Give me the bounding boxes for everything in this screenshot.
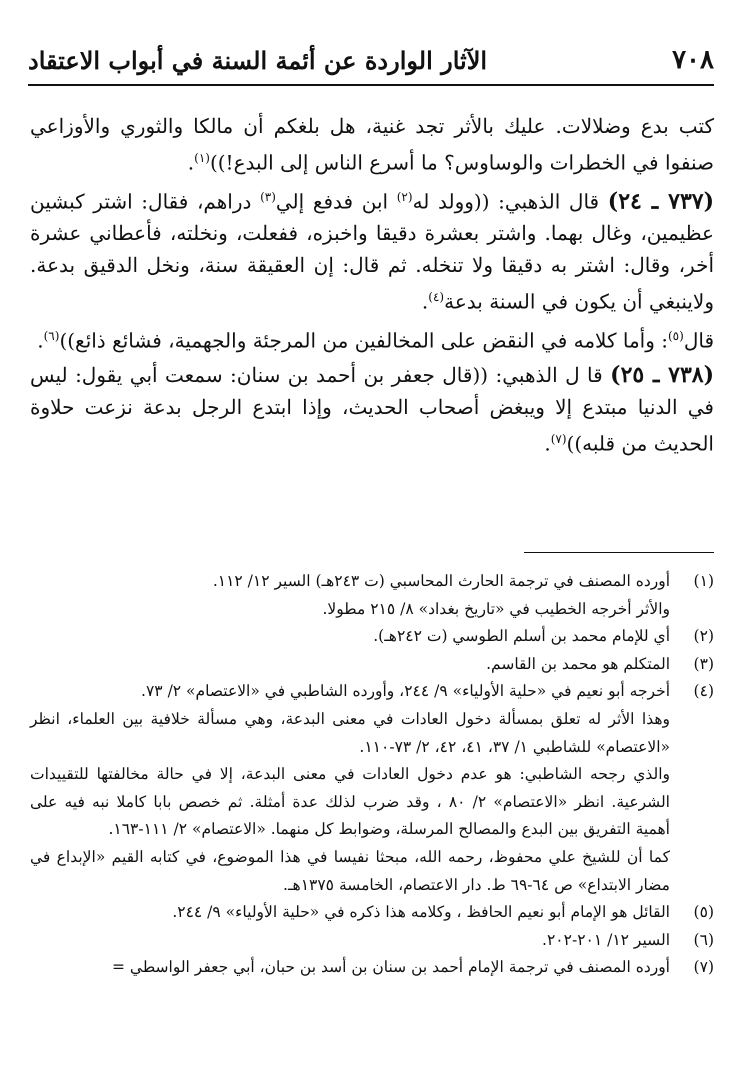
paragraph-2-text-a: قال الذهبي: ((وولد له [412, 189, 600, 214]
paragraph-3-text-b: : وأما كلامه في النقض على المخالفين من المرجئة والجهمية، فشائع ذائع)) [59, 328, 668, 353]
footnote-6 [30, 927, 714, 955]
paragraph-3-text-a: قال [683, 328, 714, 353]
footnote-mark: (٢) [693, 627, 714, 646]
athar-number-737: (٧٣٧ ـ ٢٤) [607, 188, 715, 215]
footnote-mark: (٦) [693, 930, 714, 949]
header-rule [28, 84, 714, 86]
paragraph-4-text: قا ل الذهبي: ((قال جعفر بن أحمد بن سنان: سمعت أبي يقول: ليس في الدنيا مبتدع إلا ويبغض أصحاب الحديث، وإذا ابتدع الرجل بدعة نزعت حلاوة الحديث من قلبه)) [30, 362, 714, 456]
paragraph-1-text: كتب بدع وضلالات. عليك بالأثر تجد غنية، هل بلغكم أن مالكا والثوري والأوزاعي صنفوا في الخطرات والوساوس؟ ما أسرع الناس إلى البدع!)) [30, 114, 714, 175]
paragraph-4: (٧٣٨ ـ ٢٥) قا ل الذهبي: ((قال جعفر بن أحمد بن سنان: سمعت أبي يقول: ليس في الدنيا مبتدع إلا ويبغض أصحاب الحديث، وإذا ابتدع الرجل بدعة نزعت حلاوة الحديث من قلبه))$^{(٧)}$. [30, 361, 714, 456]
footnote-text: القائل هو الإمام أبو نعيم الحافظ ، وكلامه هذا ذكره في «حلية الأولياء» ٩/ ٢٤٤. [172, 903, 670, 922]
footnote-3 [30, 651, 714, 679]
footnote-ref-2: (٢) [396, 189, 413, 204]
footnote-4-paragraph-c: والذي رجحه الشاطبي: هو عدم دخول العادات في معنى البدعة، إلا في حالة مخالفتها للتقييدات الشرعية. انظر «الاعتصام» ٢/ ٨٠ ، وقد ضرب لذلك عدة أمثلة. ثم خصص بابا كاملا نبه فيه على أهمية التفريق بين البدع والمصالح المرسلة، وضوابط كل منهما. «الاعتصام» ٢/ ١١١-١٦٣. [30, 765, 670, 839]
page-number: ٧٠٨ [672, 45, 714, 75]
footnote-text: أورده المصنف في ترجمة الحارث المحاسبي (ت ٢٤٣هـ) السير ١٢/ ١١٢. [212, 572, 670, 590]
footnote-7 [30, 954, 714, 982]
footnote-4-paragraph-b: وهذا الأثر له تعلق بمسألة دخول العادات في معنى البدعة، وهي مسألة خلافية بين العلماء، انظر «الاعتصام» للشاطبي ١/ ٣٧، ٤١، ٤٢، ٢/ ٧٣-١١٠. [30, 709, 670, 756]
footnote-ref-5: (٥) [667, 328, 684, 343]
paragraph-1: كتب بدع وضلالات. عليك بالأثر تجد غنية، هل بلغكم أن مالكا والثوري والأوزاعي صنفوا في الخطرات والوساوس؟ ما أسرع الناس إلى البدع!))$^{(١)}$. [30, 114, 714, 175]
footnote-4 [30, 678, 714, 706]
footnotes [30, 568, 714, 982]
athar-number-738: (٧٣٨ ـ ٢٥) [610, 361, 714, 388]
footnote-4-paragraph-d: كما أن للشيخ علي محفوظ، رحمه الله، مبحثا نفيسا في هذا الموضوع، في كتابه القيم «الإبداع في مضار الابتداع» ص ٦٤-٦٩ ط. دار الاعتصام، الخامسة ١٣٧٥هـ. [30, 847, 670, 894]
footnote-mark: (١) [693, 572, 714, 590]
footnote-mark: (٤) [693, 682, 714, 701]
footnote-text: أخرجه أبو نعيم في «حلية الأولياء» ٩/ ٢٤٤، وأورده الشاطبي في «الاعتصام» ٢/ ٧٣. [141, 682, 670, 701]
footnote-mark: (٧) [693, 958, 714, 977]
footnote-ref-3: (٣) [260, 189, 276, 204]
footnote-2 [30, 623, 714, 651]
footnote-1-continuation: والأثر أخرجه الخطيب في «تاريخ بغداد» ٨/ ٢١٥ مطولا. [322, 599, 670, 618]
footnote-text: أورده المصنف في ترجمة الإمام أحمد بن سنان بن أسد بن حبان، أبي جعفر الواسطي = [111, 958, 670, 977]
running-title: الآثار الواردة عن أئمة السنة في أبواب الاعتقاد [28, 45, 488, 75]
footnote-text: المتكلم هو محمد بن القاسم. [486, 654, 670, 673]
paragraph-2-text-b: ابن فدفع إلي [275, 189, 389, 214]
paragraph-3: قال$^{(٥)}$: وأما كلامه في النقض على المخالفين من المرجئة والجهمية، فشائع ذائع))$^{(٦)}$. [37, 328, 714, 353]
footnote-separator [524, 552, 714, 553]
footnote-5 [30, 899, 714, 927]
footnote-ref-6: (٦) [43, 328, 60, 343]
footnote-mark: (٣) [693, 654, 714, 673]
footnote-text: أي للإمام محمد بن أسلم الطوسي (ت ٢٤٢هـ). [373, 627, 670, 646]
footnote-ref-7: (٧) [550, 431, 567, 446]
footnote-ref-1: (١) [194, 151, 210, 165]
footnote-1 [30, 568, 714, 596]
footnote-text: السير ١٢/ ٢٠١-٢٠٢. [542, 930, 670, 949]
page-header [28, 40, 714, 80]
paragraph-2: (٧٣٧ ـ ٢٤) قال الذهبي: ((وولد له$^{(٢)}$ ابن فدفع إلي$^{(٣)}$ دراهم، فقال: اشتر كبشين عظيمين، وغال بهما. واشتر بعشرة دقيقا واخبزه، ففعلت، ونخلته، فأعطاني عشرة أخر، وقال: اشتر به دقيقا ولا تنخله. ثم قال: إن العقيقة سنة، ونخل الدقيق بدعة. ولاينبغي أن يكون في السنة بدعة$^{(٤)}$. [30, 188, 715, 314]
paragraph-2-text-c: دراهم، فقال: اشتر كبشين عظيمين، وغال بهما. واشتر بعشرة دقيقا واخبزه، ففعلت، ونخلته، فأعطاني عشرة أخر، وقال: اشتر به دقيقا ولا تنخله. ثم قال: إن العقيقة سنة، ونخل الدقيق بدعة. ولاينبغي أن يكون في السنة بدعة [30, 189, 714, 314]
main-text [30, 110, 714, 461]
footnote-ref-4: (٤) [428, 290, 445, 305]
footnote-mark: (٥) [693, 903, 714, 922]
